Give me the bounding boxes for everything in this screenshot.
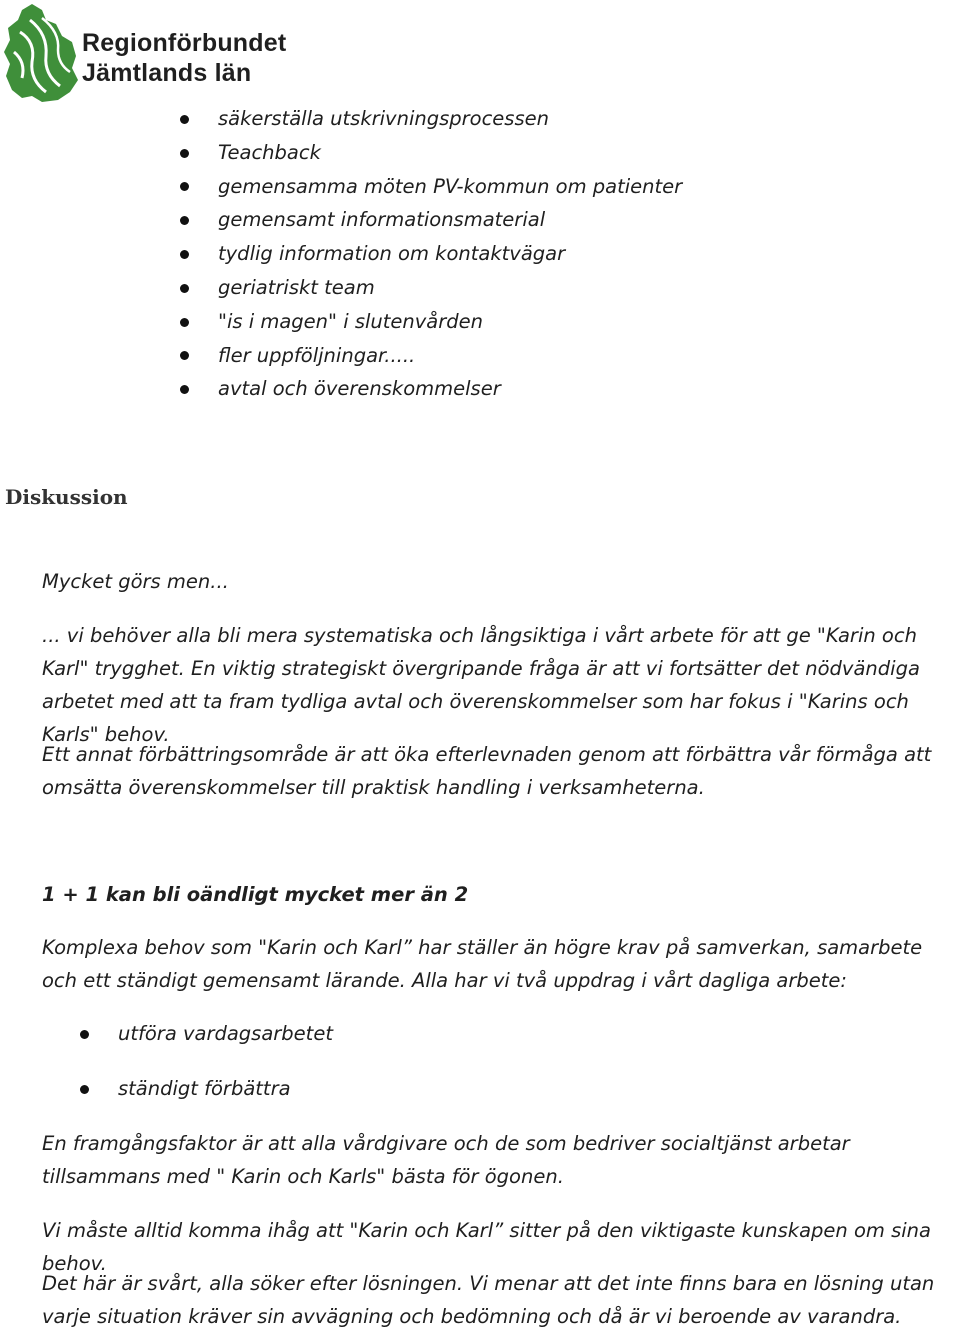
paragraph-text-part2: Vi menar att det inte finns bara en lösning utan varje situation kräver sin avvägning och bedömning och då är vi beroende av varandra. <box>42 1272 935 1328</box>
list-item-text: tydlig information om kontaktvägar <box>218 242 566 266</box>
list-item-text: gemensamt informationsmaterial <box>218 208 546 232</box>
paragraph-text-part1: ... vi behöver alla bli mera systematiska och långsiktiga i vårt arbete för att ge "Karin och Karl" trygghet. <box>42 624 917 680</box>
list-item-text: gemensamma möten PV-kommun om patienter <box>218 174 683 198</box>
list-item <box>0 271 682 305</box>
list-item <box>0 372 682 406</box>
bullet-icon <box>180 318 189 327</box>
paragraph-svart <box>42 1267 960 1333</box>
paragraph-text: Ett annat förbättringsområde är att öka efterlevnaden genom att förbättra vår förmåga att omsätta överenskommelser till praktisk handling i verksamheterna. <box>42 743 932 799</box>
section-heading-1-plus-1 <box>42 878 960 911</box>
bullet-icon <box>80 1085 89 1094</box>
list-item <box>0 339 682 373</box>
paragraph-komplexa-behov <box>42 931 960 997</box>
list-item-text: fler uppföljningar..... <box>218 343 416 367</box>
bullet-icon <box>180 115 189 124</box>
heading-text: 1 + 1 kan bli oändligt mycket mer än 2 <box>42 883 469 906</box>
regionforbundet-logo <box>0 0 300 110</box>
logo-title-line2: Jämtlands län <box>82 59 252 87</box>
bullet-icon <box>180 149 189 158</box>
bullet-icon <box>180 351 189 360</box>
list-item <box>0 102 682 136</box>
list-item <box>0 203 682 237</box>
jamtland-map-icon <box>2 2 80 104</box>
paragraph-text: En framgångsfaktor är att alla vårdgivare och de som bedriver socialtjänst arbetar tillsammans med " Karin och Karls" bästa för ögonen. <box>42 1132 850 1188</box>
paragraph-systematiska <box>42 619 960 751</box>
logo-title-line1: Regionförbundet <box>82 29 287 57</box>
bullet-icon <box>180 182 189 191</box>
paragraph-text-part2: En viktig strategiskt övergripande fråga är att vi fortsätter det nödvändiga arbetet med att ta fram tydliga avtal och överenskommelser som har fokus i "Karins och Karls" behov. <box>42 657 920 746</box>
paragraph-mycket <box>42 565 960 598</box>
section-heading-diskussion: Diskussion <box>5 485 128 509</box>
list-item <box>0 305 682 339</box>
list-item <box>0 170 682 204</box>
bullet-icon <box>80 1030 89 1039</box>
paragraph-forbattringsomrade <box>42 738 960 804</box>
paragraph-text: Vi måste alltid komma ihåg att "Karin och Karl” sitter på den viktigaste kunskapen om sina behov. <box>42 1219 931 1275</box>
bullet-icon <box>180 385 189 394</box>
bullet-icon <box>180 250 189 259</box>
list-item-text: utföra vardagsarbetet <box>118 1022 333 1045</box>
list-item-text: "is i magen" i slutenvården <box>218 309 484 333</box>
paragraph-text-part1: Komplexa behov som "Karin och Karl” har ställer än högre krav på samverkan, samarbete och ett ständigt gemensamt lärande. <box>42 936 923 992</box>
list-item-text: Teachback <box>218 140 321 164</box>
paragraph-text-part2: Alla har vi två uppdrag i vårt dagliga arbete: <box>405 969 847 992</box>
list-item-text: säkerställa utskrivningsprocessen <box>218 107 549 130</box>
list-item <box>0 136 682 170</box>
list-item-text: avtal och överenskommelser <box>218 377 501 401</box>
list-item-text: ständigt förbättra <box>118 1077 291 1100</box>
uppdrag-bullet-list <box>0 1011 333 1121</box>
list-item <box>0 1066 333 1121</box>
paragraph-text: Mycket görs men... <box>42 570 229 593</box>
list-item <box>0 237 682 271</box>
paragraph-text-part1: Det här är svårt, alla söker efter lösningen. <box>42 1272 464 1295</box>
list-item-text: geriatriskt team <box>218 275 375 299</box>
paragraph-framgangsfaktor <box>42 1127 960 1193</box>
bullet-icon <box>180 284 189 293</box>
list-item <box>0 1011 333 1066</box>
top-bullet-list <box>0 102 682 406</box>
bullet-icon <box>180 216 189 225</box>
